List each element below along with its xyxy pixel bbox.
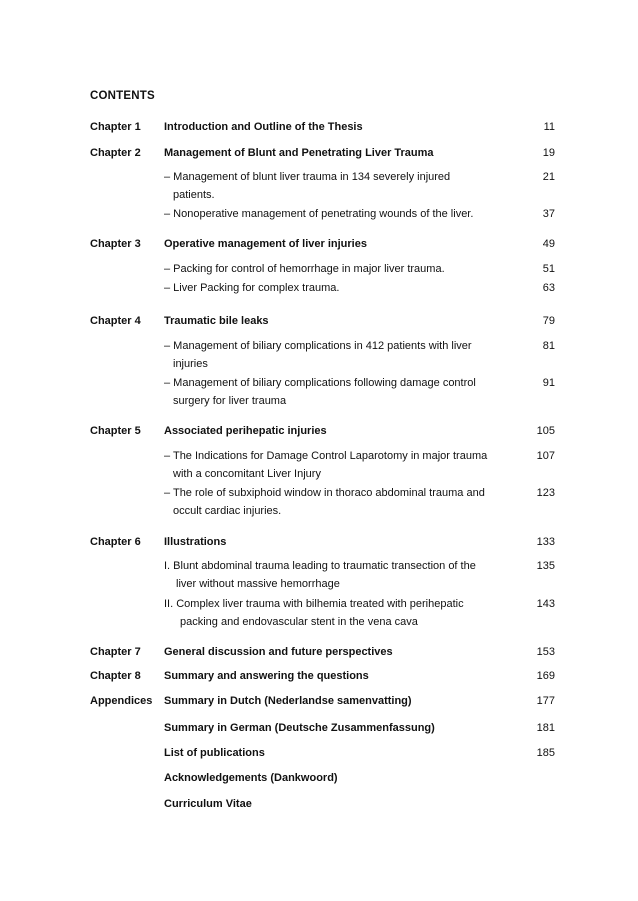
chapter-title: Operative management of liver injuries — [164, 238, 367, 250]
subentry-title-line: packing and endovascular stent in the vena cava — [180, 616, 418, 628]
page-number: 181 — [536, 722, 555, 734]
page-number: 123 — [536, 487, 555, 499]
chapter-title: Introduction and Outline of the Thesis — [164, 121, 363, 133]
page-number: 49 — [542, 238, 555, 250]
subentry-title-line: occult cardiac injuries. — [173, 505, 282, 517]
page-number: 51 — [542, 263, 555, 275]
chapter-title: Curriculum Vitae — [164, 798, 252, 810]
page-number: 133 — [536, 536, 555, 548]
chapter-label: Chapter 7 — [90, 646, 141, 658]
subentry-title-line: – Liver Packing for complex trauma. — [164, 282, 340, 294]
chapter-title: Management of Blunt and Penetrating Liver Trauma — [164, 147, 434, 159]
page-number: 169 — [536, 670, 555, 682]
chapter-label: Chapter 3 — [90, 238, 141, 250]
subentry-title-line: with a concomitant Liver Injury — [173, 468, 321, 480]
page-number: 79 — [542, 315, 555, 327]
page-number: 19 — [542, 147, 555, 159]
subentry-title-line: – Nonoperative management of penetrating wounds of the liver. — [164, 208, 474, 220]
chapter-title: List of publications — [164, 747, 265, 759]
subentry-title-line: patients. — [173, 189, 215, 201]
chapter-label: Chapter 1 — [90, 121, 141, 133]
page-number: 177 — [536, 695, 555, 707]
chapter-title: Summary in German (Deutsche Zusammenfassung) — [164, 722, 435, 734]
page-number: 107 — [536, 450, 555, 462]
chapter-title: Summary in Dutch (Nederlandse samenvatting) — [164, 695, 412, 707]
page-number: 91 — [542, 377, 555, 389]
chapter-title: Traumatic bile leaks — [164, 315, 269, 327]
page-number: 37 — [542, 208, 555, 220]
chapter-label: Appendices — [90, 695, 153, 707]
subentry-title-line: – Packing for control of hemorrhage in major liver trauma. — [164, 263, 445, 275]
page-number: 185 — [536, 747, 555, 759]
subentry-title-line: injuries — [173, 358, 208, 370]
chapter-title: Acknowledgements (Dankwoord) — [164, 772, 338, 784]
chapter-title: General discussion and future perspectives — [164, 646, 393, 658]
subentry-title-line: II. Complex liver trauma with bilhemia treated with perihepatic — [164, 598, 464, 610]
page-number: 105 — [536, 425, 555, 437]
chapter-label: Chapter 2 — [90, 147, 141, 159]
subentry-title-line: liver without massive hemorrhage — [176, 578, 340, 590]
chapter-label: Chapter 4 — [90, 315, 141, 327]
subentry-title-line: – Management of biliary complications following damage control — [164, 377, 476, 389]
chapter-label: Chapter 5 — [90, 425, 141, 437]
page-number: 21 — [542, 171, 555, 183]
contents-heading: CONTENTS — [90, 90, 155, 102]
subentry-title-line: I. Blunt abdominal trauma leading to traumatic transection of the — [164, 560, 476, 572]
chapter-label: Chapter 8 — [90, 670, 141, 682]
page-number: 11 — [543, 121, 555, 133]
page-number: 63 — [542, 282, 555, 294]
chapter-label: Chapter 6 — [90, 536, 141, 548]
subentry-title-line: surgery for liver trauma — [173, 395, 287, 407]
subentry-title-line: – Management of blunt liver trauma in 134 severely injured — [164, 171, 451, 183]
subentry-title-line: – Management of biliary complications in 412 patients with liver — [164, 340, 472, 352]
subentry-title-line: – The role of subxiphoid window in thoraco abdominal trauma and — [164, 487, 485, 499]
page-number: 81 — [542, 340, 555, 352]
subentry-title-line: – The Indications for Damage Control Laparotomy in major trauma — [164, 450, 488, 462]
chapter-title: Associated perihepatic injuries — [164, 425, 327, 437]
chapter-title: Summary and answering the questions — [164, 670, 369, 682]
page-number: 153 — [536, 646, 555, 658]
page-number: 143 — [536, 598, 555, 610]
page-number: 135 — [536, 560, 555, 572]
chapter-title: Illustrations — [164, 536, 227, 548]
